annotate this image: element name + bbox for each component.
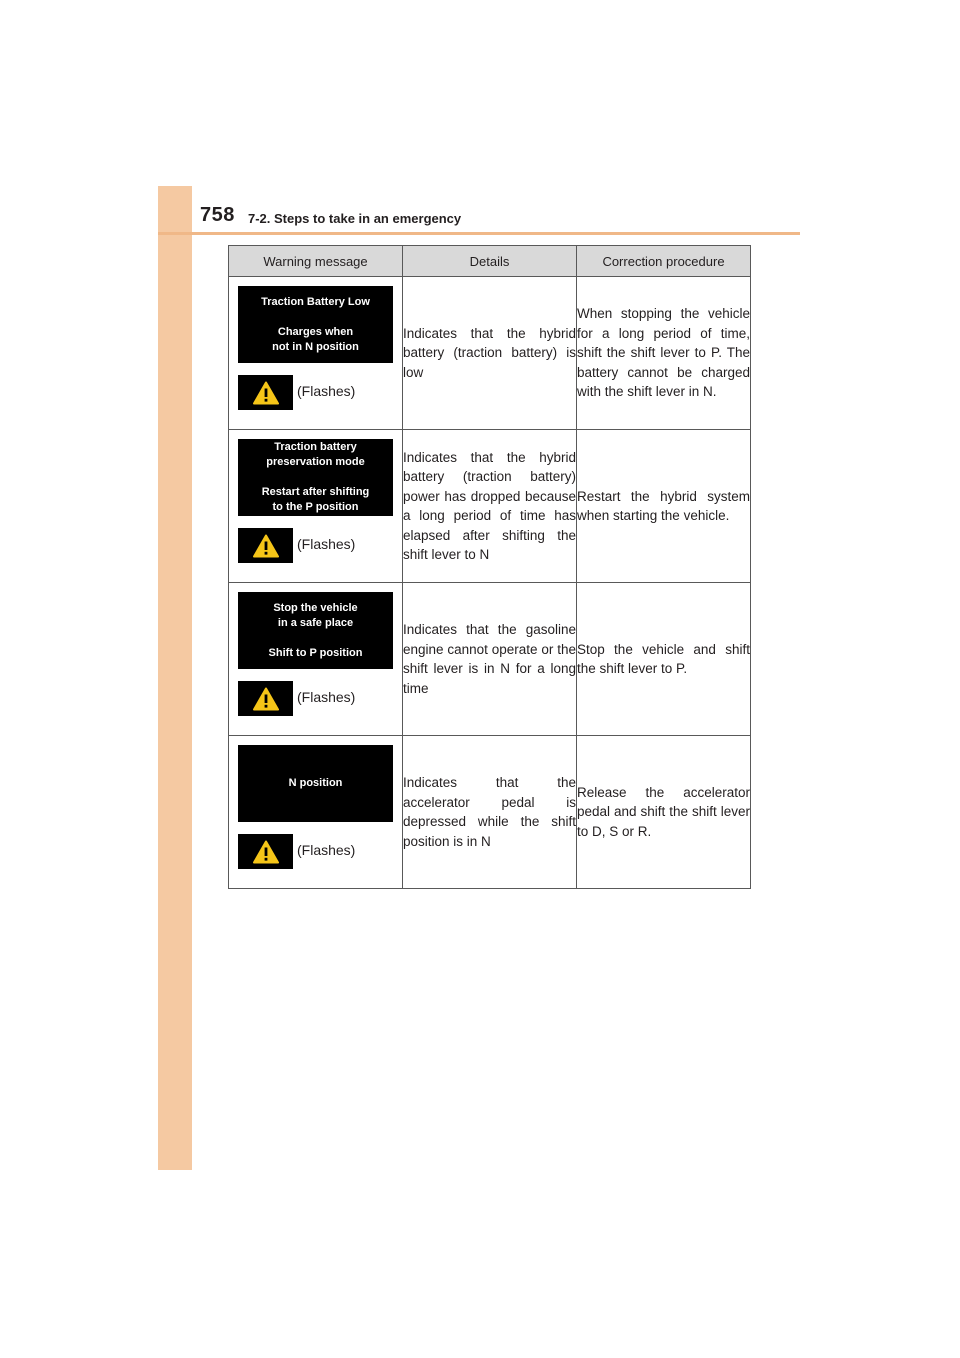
warning-message-cell — [229, 277, 403, 430]
display-message-text: Traction Battery Low Charges when not in N position — [261, 295, 370, 353]
warning-triangle-icon — [238, 681, 293, 716]
display-message-text: Stop the vehicle in a safe place Shift to P position — [268, 601, 363, 659]
correction-procedure-cell: Restart the hybrid system when starting the vehicle. — [577, 430, 751, 583]
correction-procedure-cell: When stopping the vehicle for a long period of time, shift the shift lever to P. The battery cannot be charged with the shift lever in N. — [577, 277, 751, 430]
flashes-label: (Flashes) — [297, 842, 356, 858]
table-row — [229, 736, 751, 889]
display-screen — [238, 592, 393, 669]
warning-triangle-icon — [238, 375, 293, 410]
page-number: 758 — [200, 204, 235, 226]
details-cell: Indicates that the hybrid battery (traction battery) power has dropped because a long period of time has elapsed after shifting the shift lever to N — [403, 430, 577, 583]
column-header-warning-message: Warning message — [229, 246, 403, 277]
warning-triangle-icon — [238, 834, 293, 869]
table-row — [229, 430, 751, 583]
display-screen — [238, 439, 393, 516]
header-rule — [158, 232, 800, 235]
side-tab-band — [158, 186, 192, 1170]
flashes-label: (Flashes) — [297, 536, 356, 552]
details-cell: Indicates that the gasoline engine cannot operate or the shift lever is in N for a long time — [403, 583, 577, 736]
column-header-correction-procedure: Correction procedure — [577, 246, 751, 277]
section-title: 7-2. Steps to take in an emergency — [248, 211, 462, 226]
warning-message-cell — [229, 736, 403, 889]
display-message-text: Traction battery preservation mode Restart after shifting to the P position — [261, 441, 370, 513]
flashes-label: (Flashes) — [297, 383, 356, 399]
display-screen — [238, 286, 393, 363]
column-header-details: Details — [403, 246, 577, 277]
display-message-text: N position — [288, 777, 343, 789]
warning-message-cell — [229, 583, 403, 736]
display-screen — [238, 745, 393, 822]
correction-procedure-cell: Stop the vehicle and shift the shift lever to P. — [577, 583, 751, 736]
table-header-row — [229, 246, 751, 277]
table-row — [229, 277, 751, 430]
flashes-label: (Flashes) — [297, 689, 356, 705]
warning-message-cell — [229, 430, 403, 583]
details-cell: Indicates that the accelerator pedal is depressed while the shift position is in N — [403, 736, 577, 889]
table-row — [229, 583, 751, 736]
warning-triangle-icon — [238, 528, 293, 563]
warning-message-table — [228, 245, 751, 889]
details-cell: Indicates that the hybrid battery (traction battery) is low — [403, 277, 577, 430]
correction-procedure-cell: Release the accelerator pedal and shift the shift lever to D, S or R. — [577, 736, 751, 889]
